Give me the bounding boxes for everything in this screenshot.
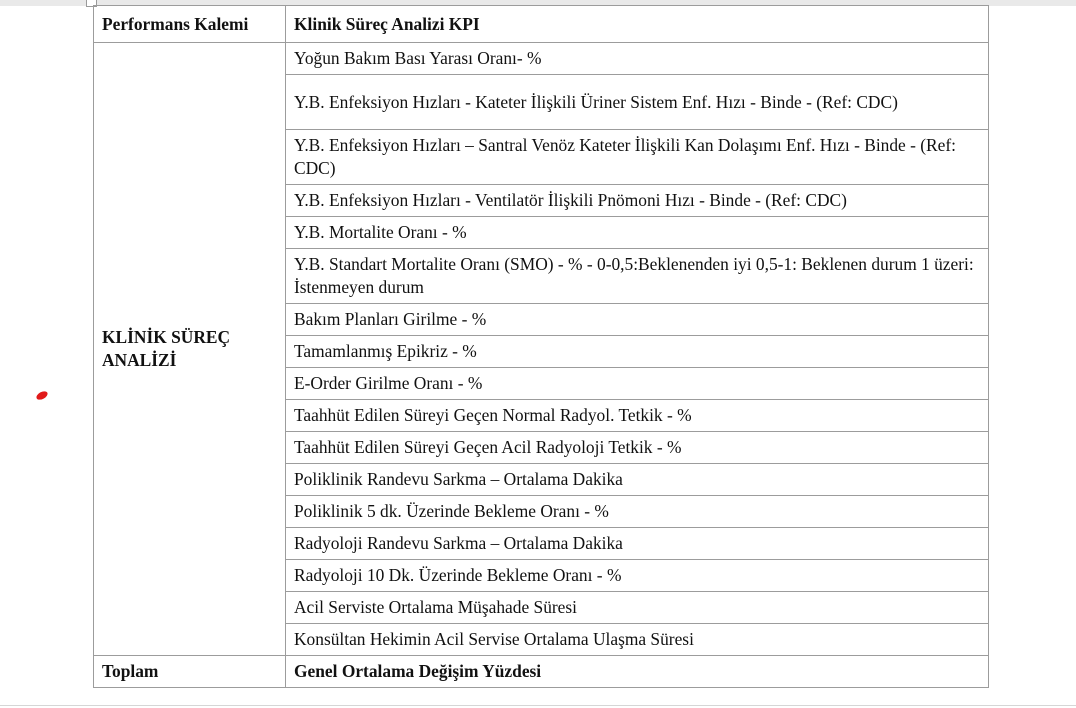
table-footer-row: [94, 656, 989, 688]
kpi-item: Y.B. Mortalite Oranı - %: [286, 217, 989, 249]
page-bottom-rule: [0, 705, 1076, 706]
header-performance-item: Performans Kalemi: [94, 6, 286, 43]
kpi-table: [93, 5, 989, 688]
group-label-cell: [94, 43, 286, 656]
footer-total-label: Toplam: [94, 656, 286, 688]
kpi-item: Acil Serviste Ortalama Müşahade Süresi: [286, 592, 989, 624]
kpi-item: Y.B. Enfeksiyon Hızları - Kateter İlişkili Üriner Sistem Enf. Hızı - Binde - (Ref: CDC): [286, 75, 989, 130]
kpi-item: Poliklinik 5 dk. Üzerinde Bekleme Oranı - %: [286, 496, 989, 528]
kpi-item: Konsültan Hekimin Acil Servise Ortalama Ulaşma Süresi: [286, 624, 989, 656]
red-ink-mark: [35, 390, 49, 402]
kpi-item: Radyoloji 10 Dk. Üzerinde Bekleme Oranı - %: [286, 560, 989, 592]
header-kpi: Klinik Süreç Analizi KPI: [286, 6, 989, 43]
kpi-item: Taahhüt Edilen Süreyi Geçen Normal Radyol. Tetkik - %: [286, 400, 989, 432]
table-header-row: [94, 6, 989, 43]
group-label: KLİNİK SÜREÇ ANALİZİ: [102, 327, 231, 370]
footer-overall-change: Genel Ortalama Değişim Yüzdesi: [286, 656, 989, 688]
table-row: [94, 43, 989, 75]
kpi-item: Yoğun Bakım Bası Yarası Oranı- %: [286, 43, 989, 75]
kpi-item: Bakım Planları Girilme - %: [286, 304, 989, 336]
kpi-item: E-Order Girilme Oranı - %: [286, 368, 989, 400]
kpi-item: Radyoloji Randevu Sarkma – Ortalama Dakika: [286, 528, 989, 560]
kpi-item: Taahhüt Edilen Süreyi Geçen Acil Radyoloji Tetkik - %: [286, 432, 989, 464]
kpi-item: Poliklinik Randevu Sarkma – Ortalama Dakika: [286, 464, 989, 496]
kpi-item: Y.B. Enfeksiyon Hızları – Santral Venöz Kateter İlişkili Kan Dolaşımı Enf. Hızı - Binde - (Ref: CDC): [286, 130, 989, 185]
kpi-item: Tamamlanmış Epikriz - %: [286, 336, 989, 368]
kpi-item: Y.B. Enfeksiyon Hızları - Ventilatör İlişkili Pnömoni Hızı - Binde - (Ref: CDC): [286, 185, 989, 217]
kpi-item: Y.B. Standart Mortalite Oranı (SMO) - % - 0-0,5:Beklenenden iyi 0,5-1: Beklenen durum 1 üzeri: İstenmeyen durum: [286, 249, 989, 304]
